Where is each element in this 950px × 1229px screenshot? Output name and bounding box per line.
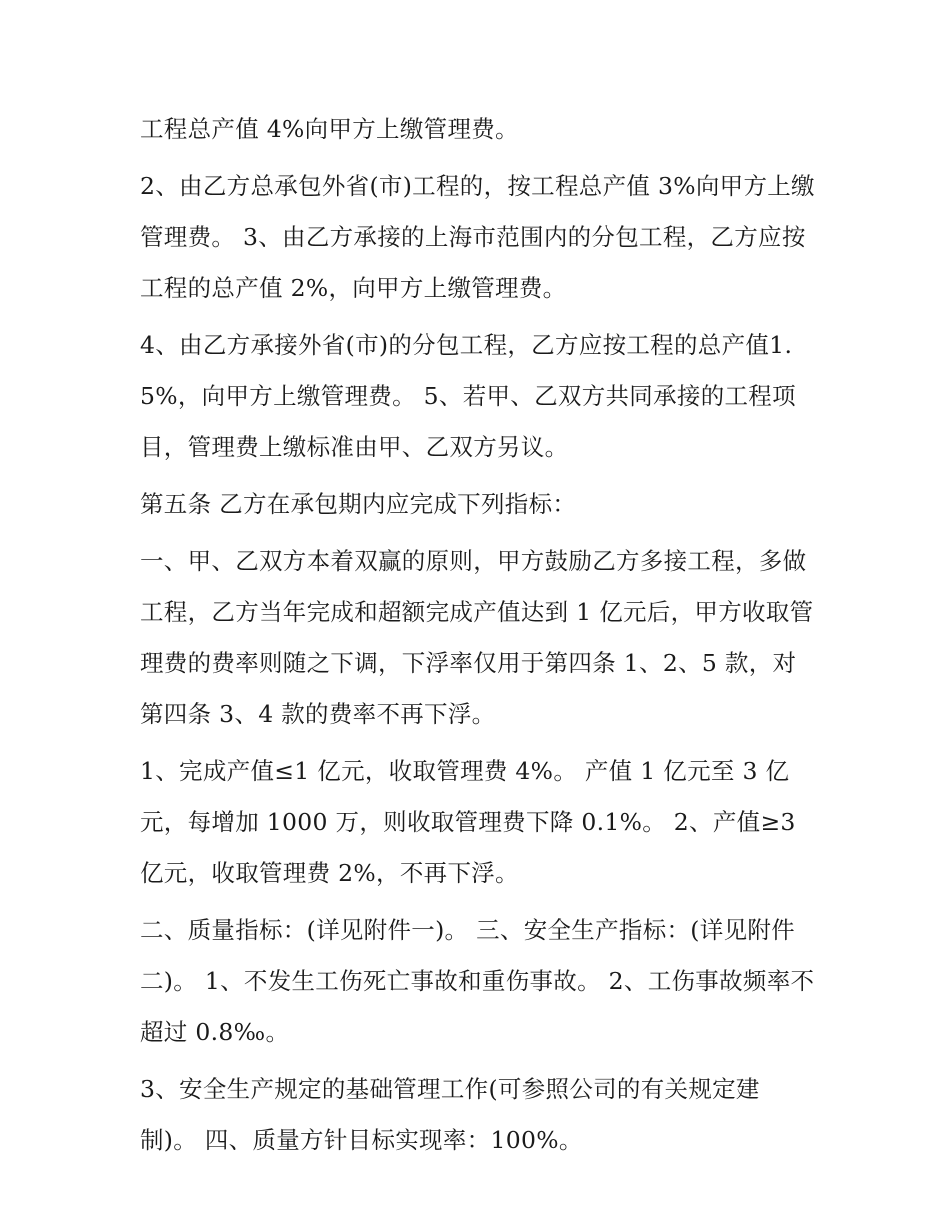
paragraph-7: 二、质量指标：(详见附件一)。 三、安全生产指标：(详见附件二)。 1、不发生工伤死亡事故和重伤事故。 2、工伤事故频率不超过 0.8‰。 xyxy=(140,916,815,1047)
paragraph-8: 3、安全生产规定的基础管理工作(可参照公司的有关规定建制)。 四、质量方针目标实现率：100%。 xyxy=(140,1075,760,1155)
paragraph-1: 工程总产值 4%向甲方上缴管理费。 xyxy=(140,115,519,143)
paragraph-2: 2、由乙方总承包外省(市)工程的，按工程总产值 3%向甲方上缴管理费。 3、由乙方承接的上海市范围内的分包工程，乙方应按工程的总产值 2%，向甲方上缴管理费。 xyxy=(140,171,815,303)
paragraph-3: 4、由乙方承接外省(市)的分包工程，乙方应按工程的总产值1.5%，向甲方上缴管理费。 5、若甲、乙双方共同承接的工程项目，管理费上缴标准由甲、乙双方另议。 xyxy=(140,330,796,462)
article-five-heading: 第五条 乙方在承包期内应完成下列指标： xyxy=(140,489,577,518)
document-page xyxy=(140,104,815,1172)
paragraph-5: 一、甲、乙双方本着双赢的原则，甲方鼓励乙方多接工程，多做工程，乙方当年完成和超额完成产值达到 1 亿元后，甲方收取管理费的费率则随之下调，下浮率仅用于第四条 1、2、5 款，对第四条 3、4 款的费率不再下浮。 xyxy=(140,546,814,729)
paragraph-6: 1、完成产值≤1 亿元，收取管理费 4%。 产值 1 亿元至 3 亿元，每增加 1000 万，则收取管理费下降 0.1%。 2、产值≥3 亿元，收取管理费 2%，不再下浮。 xyxy=(140,756,796,888)
